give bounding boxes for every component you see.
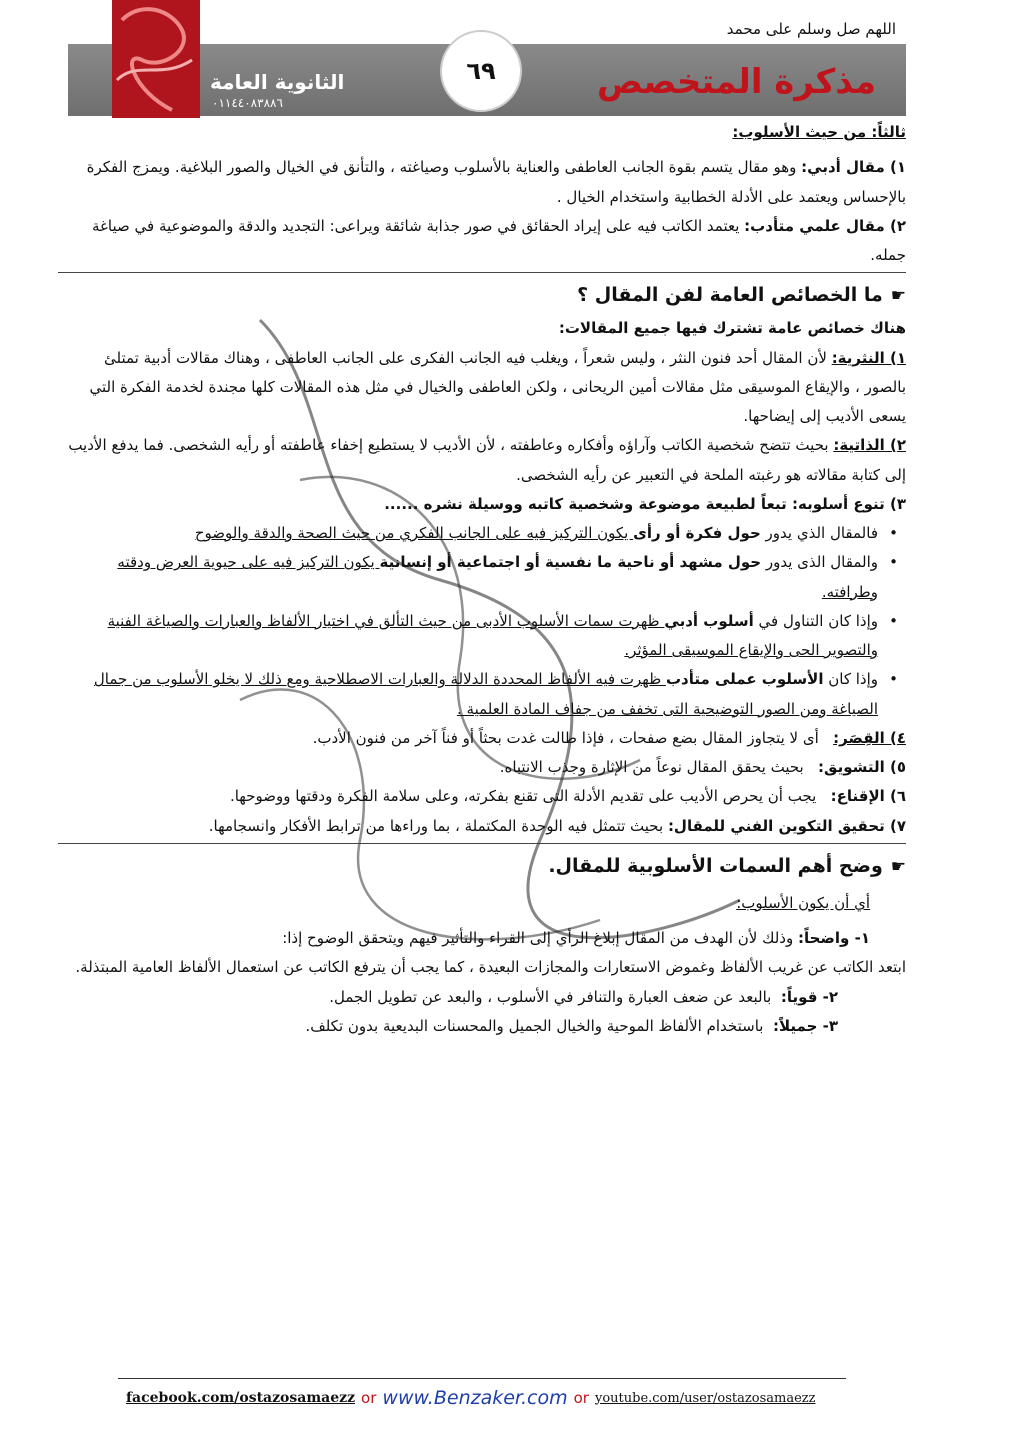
list-item: ٧) تحقيق التكوين الفني للمقال: بحيث تتمثل فيه الوحدة المكتملة ، بما وراءها من ترابط الأفكار وانسجامها. [208, 816, 906, 835]
website-link[interactable]: www.Benzaker.com [382, 1387, 568, 1409]
bullet-item: • وإذا كان الأسلوب عملى متأدب ظهرت فيه الألفاظ المحددة الدلالة والعبارات الاصطلاحية ومع ذلك لا يخلو الأسلوب من جمال الصياغة ومن الصور التوضيحية التى تخفف من جفاف المادة العلمية . [58, 665, 878, 724]
list-item: ٢) مقال علمي متأدب: يعتمد الكاتب فيه على إيراد الحقائق في صور جذابة شائقة ويراعى: التجديد والدقة والموضوعية في صياغة جمله. [92, 216, 906, 264]
series-label: الثانوية العامة [210, 70, 345, 94]
list-item: ٣- جميلاً: باستخدام الألفاظ الموحية والخيال الجميل والمحسنات البديعية بدون تكلف. [305, 1016, 838, 1035]
brand-title: مذكرة المتخصص [596, 62, 876, 102]
list-item-continuation: ابتعد الكاتب عن غريب الألفاظ وغموض الاستعارات والمجازات البعيدة ، كما يجب أن يترفع الكاتب عن استعمال الألفاظ العامية المبتذلة. [75, 958, 906, 977]
list-item: ١- واضحاً: وذلك لأن الهدف من المقال إبلاغ الرأي إلى القراء والتأثير فيهم ويتحقق الوضوح إذا: [282, 929, 870, 948]
logo-icon [112, 0, 200, 118]
footer-divider [118, 1378, 846, 1379]
sub-heading: أي أن يكون الأسلوب: [736, 893, 870, 912]
section-title: ثالثاً: من حيث الأسلوب: [732, 123, 906, 141]
bullet-list [58, 519, 906, 724]
bullet-item: • فالمقال الذي يدور حول فكرة أو رأى يكون التركيز فيه على الجانب الفكري من حيث الصحة والدقة والوضوح [58, 519, 878, 548]
page-number: ٦٩ [440, 30, 522, 112]
footer [126, 1387, 846, 1409]
list-item: ٣) تنوع أسلوبه: تبعاً لطبيعة موضوعة وشخصية كاتبه ووسيلة نشره ...... [384, 494, 906, 513]
question-heading: ☛ما الخصائص العامة لفن المقال ؟ [577, 284, 906, 307]
pointer-icon: ☛ [890, 856, 906, 877]
list-item: ٢- قوياً: بالبعد عن ضعف العبارة والتنافر في الأسلوب ، والبعد عن تطويل الجمل. [329, 987, 838, 1006]
intro-text: هناك خصائص عامة تشترك فيها جميع المقالات: [558, 319, 906, 338]
phone-number: ٠١١٤٤٠٨٣٨٨٦ [212, 96, 283, 110]
list-item: ٥) التشويق: بحيث يحقق المقال نوعاً من الإثارة وجذب الانتباه. [499, 758, 906, 777]
list-item: ١) مقال أدبي: وهو مقال يتسم بقوة الجانب العاطفى والعناية بالأسلوب وصياغته ، والتأنق في الخيال والصور البلاغية. ويمزج الفكرة بالإحساس ويعتمد على الأدلة الخطابية واستخدام الخيال . [86, 158, 906, 206]
list-item: ١) النثرية: لأن المقال أحد فنون النثر ، وليس شعراً ، ويغلب فيه الجانب الفكرى على الجانب العاطفى ، وهناك مقالات أدبية تمتلئ بالصور ، والإيقاع الموسيقى مثل مقالات أمين الريحانى ، ولكن العاطفى والخيال في مثل هذه المقالات كلها مجندة لخدمة الفكرة التي يسعى الأديب إلى إيضاحها. [89, 348, 906, 426]
facebook-link[interactable]: facebook.com/ostazosamaezz [126, 1390, 356, 1406]
page-content [58, 118, 906, 1041]
list-item: ٤) القِصَر: أى لا يتجاوز المقال بضع صفحات ، فإذا طالت غدت بحثاً أو فناً آخر من فنون الأدب. [312, 728, 906, 747]
divider [58, 843, 906, 844]
question-heading: ☛وضح أهم السمات الأسلوبية للمقال. [548, 854, 906, 877]
bullet-item: • والمقال الذى يدور حول مشهد أو ناحية ما نفسية أو اجتماعية أو إنسانية يكون التركيز فيه على حيوية العرض ودقته وطرافته. [58, 548, 878, 607]
youtube-link[interactable]: youtube.com/user/ostazosamaezz [594, 1390, 816, 1406]
bullet-item: • وإذا كان التناول في أسلوب أدبي ظهرت سمات الأسلوب الأدبى من حيث التألق في اختيار الألفاظ والعبارات والصياغة الفنية والتصوير الحى والإيقاع الموسيقى المؤثر. [58, 607, 878, 666]
header-prayer: اللهم صل وسلم على محمد [726, 20, 896, 38]
or-separator: or [361, 1389, 377, 1407]
or-separator: or [573, 1389, 589, 1407]
pointer-icon: ☛ [890, 286, 906, 307]
list-item: ٢) الذاتية: بحيث تتضح شخصية الكاتب وآراؤه وأفكاره وعاطفته ، لأن الأديب لا يستطيع إخفاء عاطفته أو رأيه الشخصى. فما يدفع الأديب إلى كتابة مقالاته هو رغبته الملحة في التعبير عن رأيه الشخصى. [68, 436, 906, 484]
divider [58, 272, 906, 273]
list-item: ٦) الإقناع: يجب أن يحرص الأديب على تقديم الأدلة التى تقنع بفكرته، وعلى سلامة الفكرة ودقتها ووضوحها. [229, 787, 906, 806]
